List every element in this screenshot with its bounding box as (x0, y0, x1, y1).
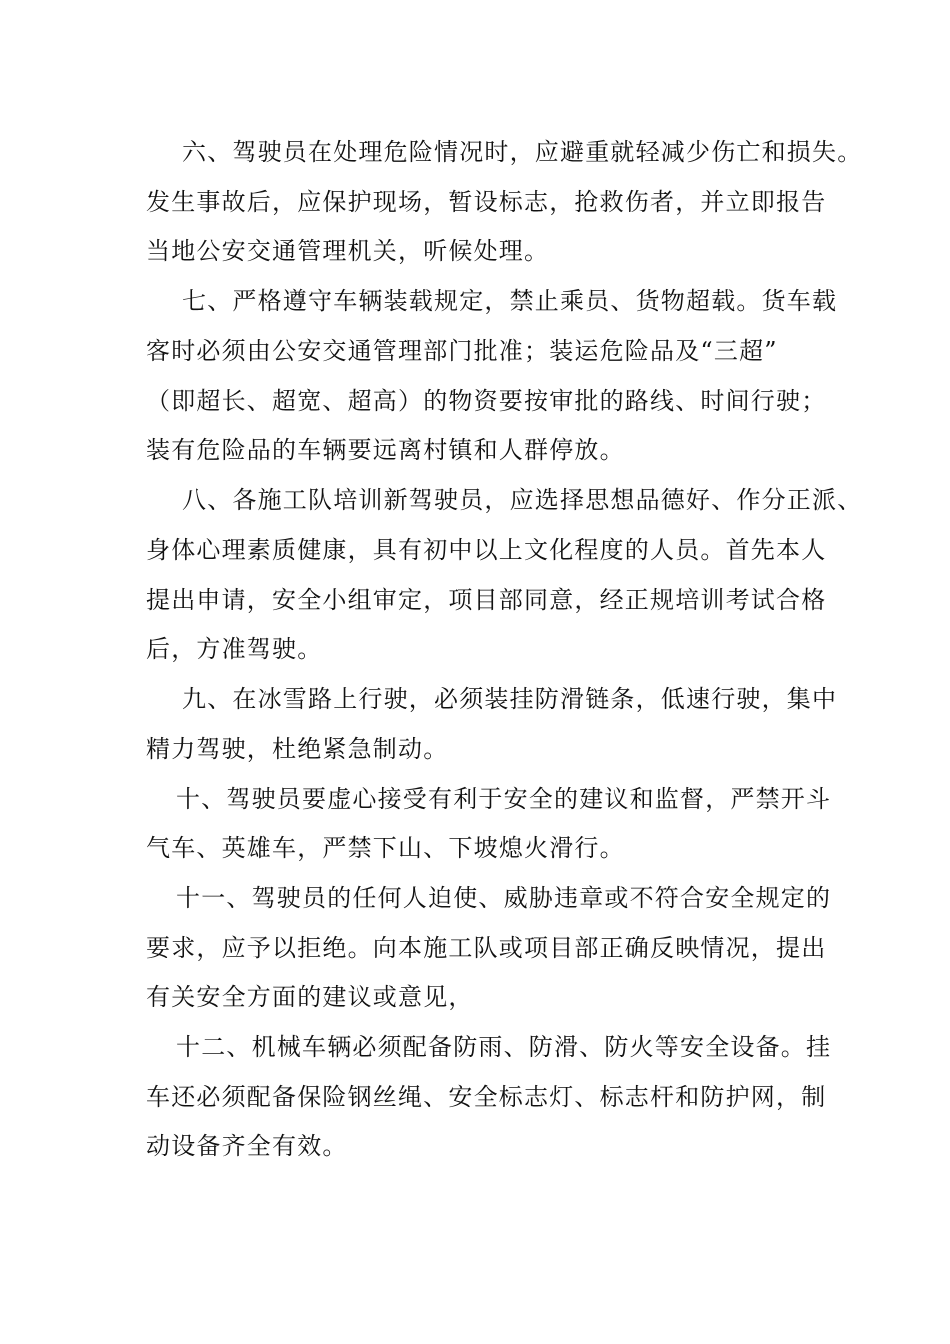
paragraph-eight-line-3: 提出申请，安全小组审定，项目部同意，经正规培训考试合格 (146, 586, 827, 614)
paragraph-eleven-line-1: 十一、驾驶员的任何人迫使、威胁违章或不符合安全规定的 (176, 884, 832, 912)
paragraph-eleven-line-3: 有关安全方面的建议或意见， (146, 983, 474, 1011)
paragraph-twelve-line-3: 动设备齐全有效。 (146, 1132, 348, 1160)
paragraph-six-line-3: 当地公安交通管理机关，听候处理。 (146, 237, 550, 265)
paragraph-nine-line-1: 九、在冰雪路上行驶，必须装挂防滑链条，低速行驶，集中 (182, 685, 838, 713)
paragraph-six-line-1: 六、驾驶员在处理危险情况时，应避重就轻减少伤亡和损失。 (182, 138, 863, 166)
paragraph-eight-line-1: 八、各施工队培训新驾驶员，应选择思想品德好、作分正派、 (182, 486, 863, 514)
paragraph-six-line-2: 发生事故后，应保护现场，暂设标志，抢救伤者，并立即报告 (146, 188, 827, 216)
paragraph-ten-line-1: 十、驾驶员要虚心接受有利于安全的建议和监督，严禁开斗 (176, 785, 832, 813)
paragraph-seven-line-2: 客时必须由公安交通管理部门批准；装运危险品及“三超” (146, 337, 778, 365)
paragraph-twelve-line-2: 车还必须配备保险钢丝绳、安全标志灯、标志杆和防护网，制 (146, 1083, 827, 1111)
paragraph-ten-line-2: 气车、英雄车，严禁下山、下坡熄火滑行。 (146, 834, 625, 862)
paragraph-seven-line-3: （即超长、超宽、超高）的物资要按审批的路线、时间行驶； (146, 387, 827, 415)
paragraph-nine-line-2: 精力驾驶，杜绝紧急制动。 (146, 735, 449, 763)
paragraph-eight-line-2: 身体心理素质健康，具有初中以上文化程度的人员。首先本人 (146, 536, 827, 564)
paragraph-eleven-line-2: 要求，应予以拒绝。向本施工队或项目部正确反映情况，提出 (146, 934, 827, 962)
paragraph-seven-line-1: 七、严格遵守车辆装载规定，禁止乘员、货物超载。货车载 (182, 287, 838, 315)
paragraph-twelve-line-1: 十二、机械车辆必须配备防雨、防滑、防火等安全设备。挂 (176, 1033, 832, 1061)
paragraph-eight-line-4: 后，方准驾驶。 (146, 635, 323, 663)
paragraph-seven-line-4: 装有危险品的车辆要远离村镇和人群停放。 (146, 436, 625, 464)
